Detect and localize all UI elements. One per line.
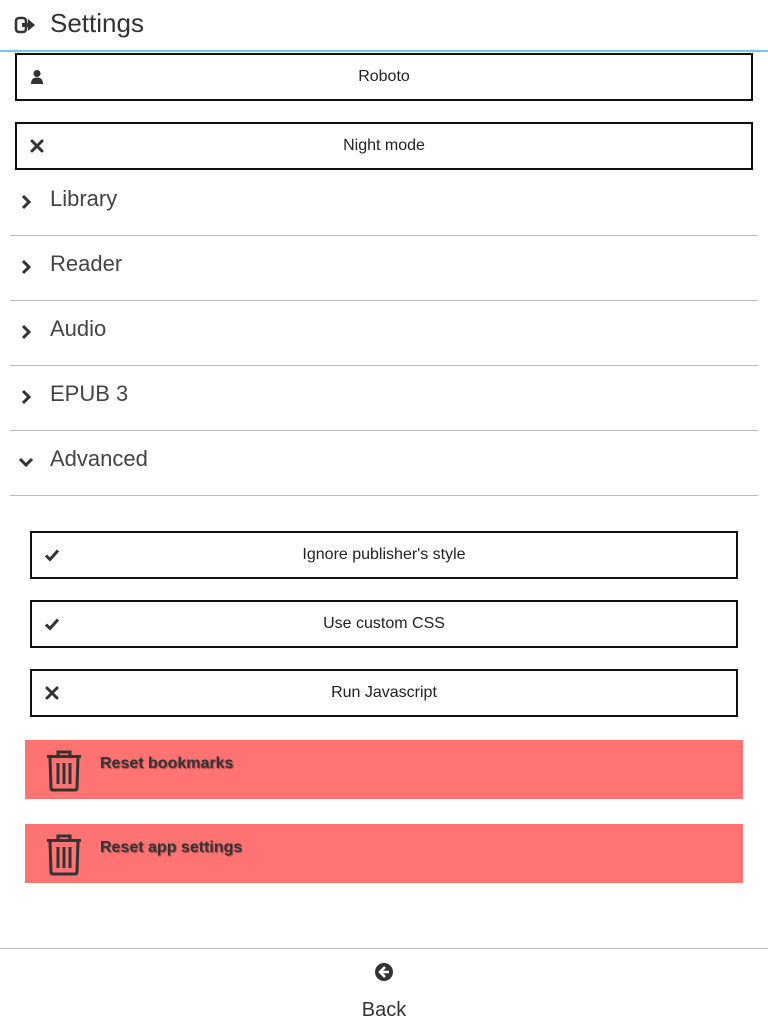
check-icon [44, 616, 60, 632]
chevron-right-icon [18, 324, 34, 340]
section-library-label: Library [50, 186, 118, 211]
chevron-down-icon [18, 454, 34, 470]
ignore-publisher-style-toggle[interactable] [30, 531, 738, 579]
section-reader[interactable] [10, 237, 758, 301]
back-label: Back [361, 999, 407, 1021]
times-icon [44, 685, 60, 701]
section-epub3[interactable] [10, 367, 758, 431]
font-select-button[interactable] [15, 53, 753, 101]
use-custom-css-toggle[interactable] [30, 600, 738, 648]
font-select-label: Roboto [358, 68, 410, 85]
section-reader-label: Reader [50, 251, 123, 276]
user-icon [29, 69, 45, 85]
use-custom-css-label: Use custom CSS [323, 615, 445, 632]
back-button[interactable] [334, 959, 434, 1019]
section-audio[interactable] [10, 302, 758, 366]
trash-icon [45, 750, 83, 792]
times-icon [29, 138, 45, 154]
page-title: Settings [50, 8, 144, 38]
ignore-publisher-style-label: Ignore publisher's style [302, 546, 466, 563]
run-javascript-toggle[interactable] [30, 669, 738, 717]
section-library[interactable] [10, 172, 758, 236]
reset-app-settings-label: Reset app settings [100, 839, 243, 856]
section-epub3-label: EPUB 3 [50, 381, 129, 406]
check-icon [44, 547, 60, 563]
reset-bookmarks-button[interactable] [25, 740, 743, 799]
reset-app-settings-button[interactable] [25, 824, 743, 883]
chevron-right-icon [18, 194, 34, 210]
section-advanced[interactable] [10, 432, 758, 496]
header-bar [0, 0, 768, 52]
reset-bookmarks-label: Reset bookmarks [100, 755, 234, 772]
trash-icon [45, 834, 83, 876]
night-mode-toggle[interactable] [15, 122, 753, 170]
night-mode-label: Night mode [343, 137, 425, 154]
section-advanced-label: Advanced [50, 446, 148, 471]
footer-bar [0, 948, 768, 1024]
section-audio-label: Audio [50, 316, 107, 341]
arrow-circle-left-icon [374, 962, 394, 982]
run-javascript-label: Run Javascript [331, 684, 437, 701]
chevron-right-icon [18, 259, 34, 275]
chevron-right-icon [18, 389, 34, 405]
sign-out-icon[interactable] [14, 14, 36, 36]
